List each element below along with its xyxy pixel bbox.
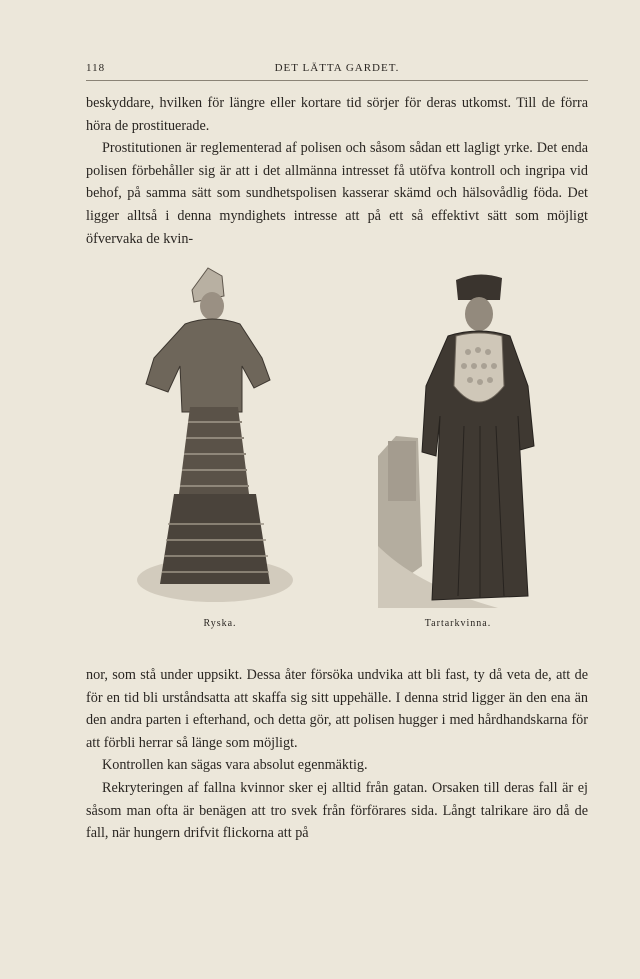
photo-tatar-woman xyxy=(378,266,548,612)
running-title: DET LÄTTA GARDET. xyxy=(274,62,400,74)
photo-russian-woman xyxy=(130,262,300,612)
caption-left: Ryska. xyxy=(203,618,237,629)
paragraph: nor, som stå under uppsikt. Dessa åter försöka undvika att bli fast, ty då veta de, att de för en tid bli urståndsatta att skaffa sig sitt uppehälle. I denna strid ligger än den ena än den andra parten i efterhand, och detta gör, att polisen hugger i med hårdhandskarna för att förbli herrar så länge som möjligt. xyxy=(86,667,588,751)
text-block-top xyxy=(86,92,588,250)
caption-right: Tartarkvinna. xyxy=(424,618,492,629)
text-block-bottom xyxy=(86,664,588,845)
paragraph: beskyddare, hvilken för längre eller kortare tid sörjer för deras utkomst. Till de förra höra de prostituerade. xyxy=(86,95,588,134)
page-header xyxy=(86,62,588,80)
header-rule xyxy=(86,80,588,81)
paragraph: Rekryteringen af fallna kvinnor sker ej alltid från gatan. Orsaken till deras fall är ej såsom man ofta är benägen att tro svek från förförares sida. Långt talrikare äro då de fall, när hungern drifvit flickorna att på xyxy=(86,779,588,842)
paragraph: Prostitutionen är reglementerad af polisen och såsom sådan ett lagligt yrke. Det enda polisen förbehåller sig är att i det allmänna intresset få utöfva kontroll och ingripa vid behof, på samma sätt som sundhetspolisen kasserar skämd och hälsovådlig föda. Det ligger alltså i denna myndighets intresse att på ett så effektivt sätt som möjligt öfvervaka de kvin- xyxy=(86,140,588,247)
paragraph: Kontrollen kan sägas vara absolut egenmäktig. xyxy=(102,757,368,774)
page-number: 118 xyxy=(86,62,106,74)
